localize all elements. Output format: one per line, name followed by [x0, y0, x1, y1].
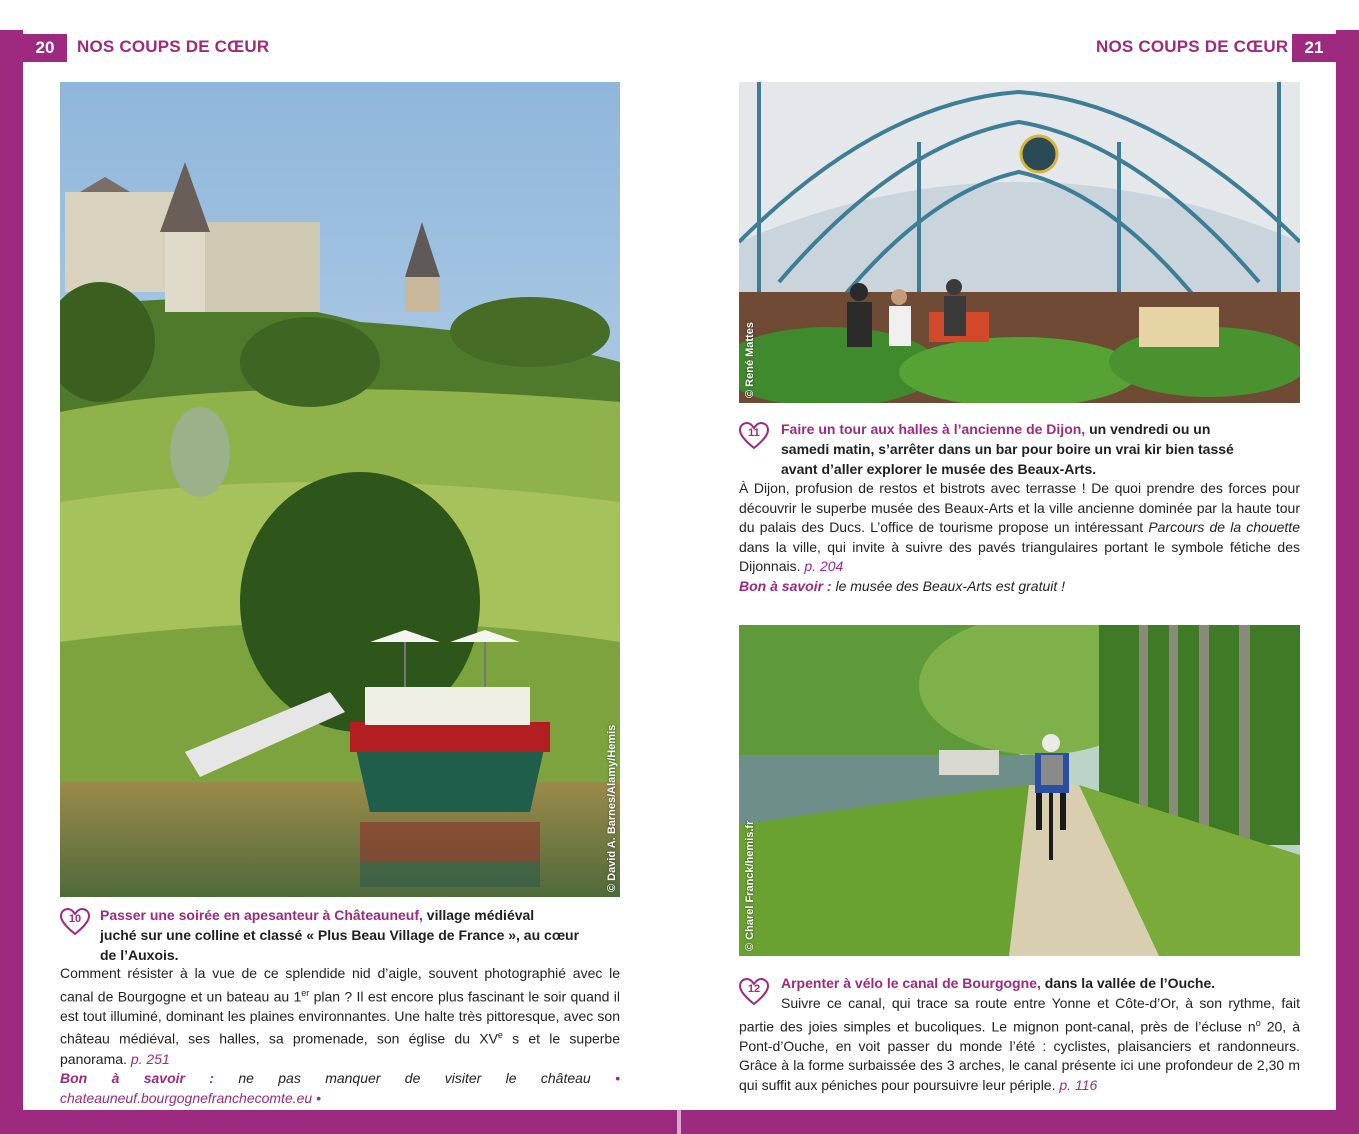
photo-credit-chateauneuf: © David A. Barnes/Alamy/Hemis — [606, 724, 618, 892]
item-10-lead-line2: juché sur une colline et classé « Plus Beau Village de France », au cœur — [100, 927, 580, 943]
body-text: plan ? Il est encore plus fascinant le soir quand il est tout illuminé, dominant les plaines environnantes. Une halte très pittoresque, avec son château médiéval, ses halles, sa promenade, son église du XV — [60, 988, 620, 1048]
item-11-highlight: Faire un tour aux halles à l’ancienne de Dijon, — [781, 421, 1086, 437]
tip-label: Bon à savoir : — [60, 1070, 214, 1087]
tip-text: le musée des Beaux-Arts est gratuit ! — [831, 577, 1066, 594]
item-10-lead-line3: de l’Auxois. — [100, 947, 179, 963]
coup-de-coeur-heart-icon — [739, 422, 769, 450]
italic-title: Parcours de la chouette — [1148, 519, 1300, 536]
page-reference[interactable]: p. 116 — [1059, 1077, 1098, 1094]
photo-canal-bourgogne — [739, 625, 1300, 956]
item-11-lead — [781, 419, 1301, 479]
item-number: 11 — [748, 427, 760, 439]
item-12-lead-text: dans la vallée de l’Ouche. — [1040, 975, 1216, 991]
photo-dijon-halles — [739, 82, 1300, 403]
page-gutter — [677, 1110, 681, 1134]
photo-chateauneuf — [60, 82, 620, 897]
left-margin-band — [0, 30, 23, 1110]
body-text: 20, à Pont-d’Ouche, en voit passer du monde l’été : cyclistes, plaisanciers et randonneurs. Grâce à la forme surbaissée des 3 arches, le canal présente ici une profondeur de 2,30 m qui suffit aux péniches pour poursuivre leur périple. — [739, 1018, 1301, 1094]
superscript: o — [1255, 1017, 1261, 1028]
body-text: s et le superbe panorama. — [60, 1031, 620, 1067]
item-number: 10 — [68, 913, 82, 925]
item-11-lead-text: un vendredi ou un — [1085, 421, 1211, 437]
photo-credit-canal: © Charel Franck/hemis.fr — [744, 820, 756, 951]
coup-de-coeur-heart-icon — [60, 908, 90, 936]
item-number: 12 — [747, 983, 761, 995]
superscript: er — [301, 987, 310, 998]
item-11-lead-line3: avant d’aller explorer le musée des Beaux-Arts. — [781, 461, 1097, 477]
right-margin-band — [1336, 30, 1359, 1110]
tip-label: Bon à savoir : — [739, 577, 832, 594]
tip-text: ne pas manquer de visiter le château — [213, 1070, 616, 1087]
item-12-lead — [781, 973, 1301, 993]
item-12-highlight: Arpenter à vélo le canal de Bourgogne, — [781, 975, 1041, 991]
item-10-body — [60, 964, 620, 1108]
item-10-highlight: Passer une soirée en apesanteur à Châteauneuf, — [100, 907, 423, 923]
left-running-title: NOS COUPS DE CŒUR — [77, 37, 270, 56]
page-reference[interactable]: p. 204 — [804, 558, 844, 575]
item-11-lead-line2: samedi matin, s’arrêter dans un bar pour boire un vrai kir bien tassé — [781, 441, 1234, 457]
body-text: Comment résister à la vue de ce splendide nid d’aigle, souvent photographié avec le canal de Bourgogne et un bateau au 1 — [60, 965, 620, 1005]
item-12-body — [739, 994, 1300, 1096]
website-link[interactable]: • chateauneuf.bourgognefranchecomte.eu • — [60, 1070, 620, 1106]
item-10-lead — [100, 905, 620, 965]
body-text: Suivre ce canal, qui trace sa route entre Yonne et Côte-d’Or, à son rythme, fait partie des joies simples et bucoliques. Le mignon pont-canal, près de l’écluse n — [739, 995, 1300, 1035]
body-text: À Dijon, profusion de restos et bistrots avec terrasse ! De quoi prendre des forces pour découvrir le superbe musée des Beaux-Arts et la ville ancienne dominée par la haute tour du palais des Ducs. L’office de tourisme propose un intéressant — [739, 480, 1300, 536]
page-reference[interactable]: p. 251 — [130, 1050, 170, 1067]
superscript: e — [497, 1030, 503, 1041]
item-10-lead-text: village médiéval — [422, 907, 535, 923]
left-page-number: 20 — [23, 34, 67, 62]
right-page-number: 21 — [1292, 34, 1336, 62]
body-text: dans la ville, qui invite à suivre des pavés triangulaires portant le symbole fétiche des Dijonnais. — [739, 538, 1300, 575]
right-running-title: NOS COUPS DE CŒUR — [1096, 37, 1289, 56]
item-11-body — [739, 479, 1300, 597]
photo-credit-dijon: © René Mattes — [744, 322, 756, 398]
